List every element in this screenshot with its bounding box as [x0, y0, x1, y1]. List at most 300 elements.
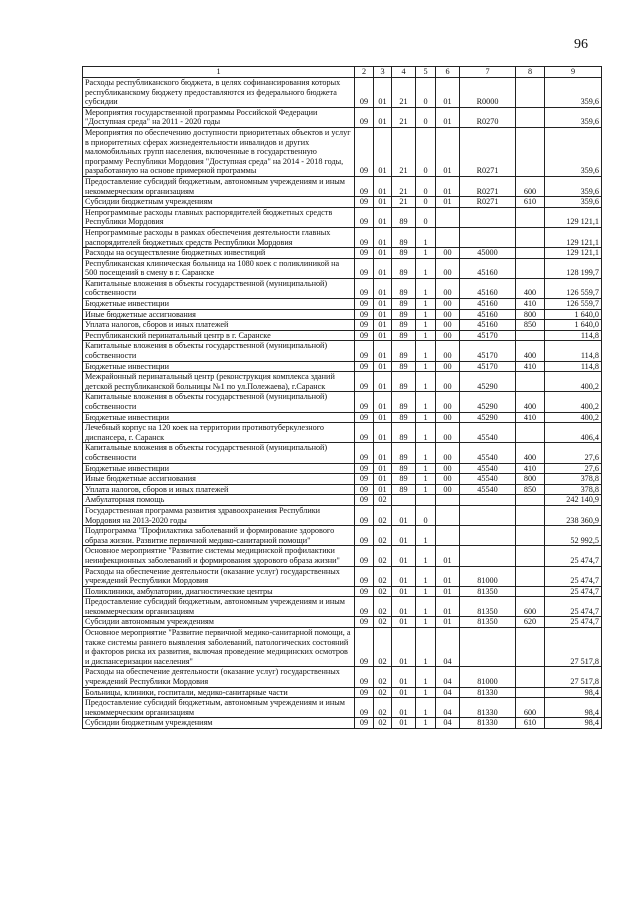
- row-code: 01: [374, 412, 392, 423]
- row-code: 81330: [460, 698, 516, 718]
- row-code: 00: [436, 372, 460, 392]
- row-description: Основное мероприятие "Развитие системы медицинской профилактики неинфекционных заболеваний и формирования здорового образа жизни": [83, 546, 355, 566]
- row-code: 400: [516, 341, 545, 361]
- row-code: 800: [516, 474, 545, 485]
- row-code: 00: [436, 330, 460, 341]
- row-code: 02: [374, 667, 392, 687]
- row-description: Расходы на осуществление бюджетных инвестиций: [83, 248, 355, 259]
- row-code: 02: [374, 586, 392, 597]
- row-description: Уплата налогов, сборов и иных платежей: [83, 484, 355, 495]
- row-amount: 114,8: [545, 330, 602, 341]
- row-code: 1: [416, 258, 436, 278]
- row-code: 01: [374, 78, 392, 108]
- row-code: 01: [374, 341, 392, 361]
- row-code: 09: [355, 463, 374, 474]
- row-code: 01: [436, 78, 460, 108]
- row-description: Подпрограмма "Профилактика заболеваний и формирование здорового образа жизни. Развитие первичной медико-санитарной помощи": [83, 526, 355, 546]
- row-code: 1: [416, 372, 436, 392]
- row-code: [516, 258, 545, 278]
- row-code: [516, 207, 545, 227]
- row-code: 01: [374, 443, 392, 463]
- row-code: 1: [416, 227, 436, 247]
- row-code: 01: [436, 197, 460, 208]
- row-amount: 400,2: [545, 392, 602, 412]
- row-code: 89: [392, 299, 416, 310]
- row-code: [516, 628, 545, 667]
- row-code: 850: [516, 320, 545, 331]
- row-code: 01: [436, 127, 460, 176]
- row-code: 01: [392, 617, 416, 628]
- row-code: 01: [374, 227, 392, 247]
- row-code: 01: [374, 309, 392, 320]
- row-code: 09: [355, 423, 374, 443]
- row-code: 01: [392, 526, 416, 546]
- table-row: [83, 443, 602, 463]
- row-code: 1: [416, 474, 436, 485]
- row-code: 00: [436, 443, 460, 463]
- row-code: 45540: [460, 474, 516, 485]
- row-code: 00: [436, 248, 460, 259]
- row-code: 45540: [460, 484, 516, 495]
- page-number: 96: [574, 37, 588, 52]
- row-code: 1: [416, 423, 436, 443]
- row-code: 01: [374, 474, 392, 485]
- header-cell: 2: [355, 67, 374, 78]
- header-cell: 4: [392, 67, 416, 78]
- row-code: 1: [416, 718, 436, 729]
- row-code: 00: [436, 258, 460, 278]
- row-description: Иные бюджетные ассигнования: [83, 309, 355, 320]
- row-amount: 400,2: [545, 372, 602, 392]
- row-code: 01: [392, 597, 416, 617]
- row-code: 01: [392, 586, 416, 597]
- row-code: 89: [392, 423, 416, 443]
- row-description: Капитальные вложения в объекты государственной (муниципальной) собственности: [83, 341, 355, 361]
- row-code: 610: [516, 718, 545, 729]
- row-amount: 25 474,7: [545, 566, 602, 586]
- row-amount: 359,6: [545, 107, 602, 127]
- row-code: 89: [392, 412, 416, 423]
- row-code: [436, 227, 460, 247]
- row-code: [460, 526, 516, 546]
- row-code: 01: [374, 330, 392, 341]
- row-amount: 25 474,7: [545, 586, 602, 597]
- row-amount: 25 474,7: [545, 617, 602, 628]
- row-code: 400: [516, 392, 545, 412]
- row-code: 09: [355, 617, 374, 628]
- table-row: [83, 474, 602, 485]
- row-code: 00: [436, 278, 460, 298]
- row-code: 09: [355, 484, 374, 495]
- row-description: Субсидии бюджетным учреждениям: [83, 197, 355, 208]
- row-description: Бюджетные инвестиции: [83, 463, 355, 474]
- row-code: 1: [416, 278, 436, 298]
- row-description: Больницы, клиники, госпитали, медико-санитарные части: [83, 687, 355, 698]
- row-code: 1: [416, 299, 436, 310]
- row-code: 09: [355, 197, 374, 208]
- row-code: [436, 505, 460, 525]
- row-amount: 129 121,1: [545, 227, 602, 247]
- row-code: 89: [392, 330, 416, 341]
- row-code: 01: [436, 176, 460, 196]
- row-code: 00: [436, 341, 460, 361]
- row-code: 400: [516, 278, 545, 298]
- row-code: [436, 495, 460, 506]
- table-row: [83, 687, 602, 698]
- row-code: 45160: [460, 278, 516, 298]
- row-code: 21: [392, 197, 416, 208]
- row-amount: 400,2: [545, 412, 602, 423]
- table-row: [83, 299, 602, 310]
- row-code: 09: [355, 207, 374, 227]
- row-code: 01: [374, 423, 392, 443]
- row-code: 0: [416, 78, 436, 108]
- row-code: 1: [416, 566, 436, 586]
- row-code: 400: [516, 443, 545, 463]
- row-code: [516, 78, 545, 108]
- row-description: Предоставление субсидий бюджетным, автономным учреждениям и иным некоммерческим организациям: [83, 597, 355, 617]
- row-code: 1: [416, 546, 436, 566]
- row-code: R0271: [460, 127, 516, 176]
- row-code: 1: [416, 320, 436, 331]
- row-amount: 126 559,7: [545, 278, 602, 298]
- row-code: 09: [355, 176, 374, 196]
- row-code: 02: [374, 546, 392, 566]
- row-code: 09: [355, 586, 374, 597]
- row-amount: 128 199,7: [545, 258, 602, 278]
- row-code: 09: [355, 718, 374, 729]
- header-cell: 5: [416, 67, 436, 78]
- row-code: [436, 207, 460, 227]
- row-amount: 52 992,5: [545, 526, 602, 546]
- row-code: 01: [374, 176, 392, 196]
- row-amount: 359,6: [545, 176, 602, 196]
- row-code: 1: [416, 361, 436, 372]
- row-code: 09: [355, 566, 374, 586]
- row-code: 09: [355, 667, 374, 687]
- row-code: 410: [516, 412, 545, 423]
- row-code: 1: [416, 586, 436, 597]
- row-code: 04: [436, 628, 460, 667]
- row-code: 410: [516, 299, 545, 310]
- row-code: 09: [355, 597, 374, 617]
- row-code: 89: [392, 258, 416, 278]
- row-code: 01: [374, 107, 392, 127]
- row-code: [460, 227, 516, 247]
- row-description: Республиканский перинатальный центр в г. Саранске: [83, 330, 355, 341]
- row-code: R0270: [460, 107, 516, 127]
- row-code: 02: [374, 628, 392, 667]
- row-code: 00: [436, 484, 460, 495]
- row-amount: 378,8: [545, 474, 602, 485]
- row-code: 02: [374, 617, 392, 628]
- header-row: [83, 67, 602, 78]
- row-code: 1: [416, 392, 436, 412]
- row-description: Расходы республиканского бюджета, в целях софинансирования которых республиканскому бюджету предоставляются из федерального бюджета субсидии: [83, 78, 355, 108]
- row-description: Мероприятия по обеспечению доступности приоритетных объектов и услуг в приоритетных сферах жизнедеятельности инвалидов и других маломобильных групп населения, включенные в государственную программу Республики Мордовия "Доступная среда" на 2014 - 2018 годы, разработанную на основе примерной программы: [83, 127, 355, 176]
- row-amount: 25 474,7: [545, 546, 602, 566]
- row-code: 01: [392, 546, 416, 566]
- row-code: 02: [374, 526, 392, 546]
- row-code: 02: [374, 597, 392, 617]
- row-code: 1: [416, 484, 436, 495]
- row-code: 09: [355, 320, 374, 331]
- row-code: 45540: [460, 443, 516, 463]
- row-code: 81350: [460, 617, 516, 628]
- row-code: 81350: [460, 586, 516, 597]
- row-code: [516, 526, 545, 546]
- row-amount: 1 640,0: [545, 309, 602, 320]
- row-code: 01: [374, 197, 392, 208]
- header-cell: 8: [516, 67, 545, 78]
- row-description: Иные бюджетные ассигнования: [83, 474, 355, 485]
- table-row: [83, 176, 602, 196]
- table-row: [83, 566, 602, 586]
- table-row: [83, 207, 602, 227]
- table-row: [83, 698, 602, 718]
- row-code: 01: [374, 361, 392, 372]
- row-code: 1: [416, 341, 436, 361]
- row-code: 01: [374, 258, 392, 278]
- table-row: [83, 127, 602, 176]
- row-code: 89: [392, 278, 416, 298]
- row-code: [516, 546, 545, 566]
- row-code: 81000: [460, 667, 516, 687]
- row-code: [460, 628, 516, 667]
- row-code: 09: [355, 392, 374, 412]
- row-amount: 359,6: [545, 197, 602, 208]
- row-code: 01: [374, 484, 392, 495]
- row-code: [460, 505, 516, 525]
- table-row: [83, 330, 602, 341]
- row-code: R0271: [460, 197, 516, 208]
- table-row: [83, 248, 602, 259]
- row-code: 01: [374, 127, 392, 176]
- table-row: [83, 586, 602, 597]
- row-code: 89: [392, 392, 416, 412]
- row-description: Амбулаторная помощь: [83, 495, 355, 506]
- row-code: 45290: [460, 372, 516, 392]
- table-row: [83, 320, 602, 331]
- row-description: Непрограммные расходы в рамках обеспечения деятельности главных распорядителей бюджетных средств Республики Мордовия: [83, 227, 355, 247]
- row-code: 01: [436, 586, 460, 597]
- row-code: 02: [374, 698, 392, 718]
- row-code: 610: [516, 197, 545, 208]
- row-code: 81330: [460, 718, 516, 729]
- row-code: 01: [374, 278, 392, 298]
- row-code: 1: [416, 309, 436, 320]
- row-code: 89: [392, 361, 416, 372]
- header-cell: 9: [545, 67, 602, 78]
- header-cell: 3: [374, 67, 392, 78]
- row-amount: 129 121,1: [545, 207, 602, 227]
- row-code: 09: [355, 78, 374, 108]
- row-code: 09: [355, 443, 374, 463]
- row-code: 45290: [460, 392, 516, 412]
- row-code: [516, 330, 545, 341]
- row-code: 21: [392, 107, 416, 127]
- row-code: [460, 546, 516, 566]
- row-code: 1: [416, 698, 436, 718]
- row-description: Капитальные вложения в объекты государственной (муниципальной) собственности: [83, 278, 355, 298]
- row-code: 00: [436, 474, 460, 485]
- row-description: Межрайонный перинатальный центр (реконструкция комплекса зданий детской республиканской больницы №1 по ул.Полежаева), г.Саранск: [83, 372, 355, 392]
- table-row: [83, 309, 602, 320]
- table-row: [83, 227, 602, 247]
- header-cell: 7: [460, 67, 516, 78]
- row-description: Бюджетные инвестиции: [83, 361, 355, 372]
- row-amount: 114,8: [545, 361, 602, 372]
- row-description: Субсидии бюджетным учреждениям: [83, 718, 355, 729]
- row-code: [416, 495, 436, 506]
- row-code: 01: [374, 207, 392, 227]
- table-row: [83, 495, 602, 506]
- table-row: [83, 341, 602, 361]
- row-code: 45160: [460, 258, 516, 278]
- row-code: 45540: [460, 463, 516, 474]
- row-code: 0: [416, 207, 436, 227]
- row-code: 01: [436, 546, 460, 566]
- row-code: 01: [392, 628, 416, 667]
- row-code: 0: [416, 197, 436, 208]
- row-code: [516, 495, 545, 506]
- table-row: [83, 526, 602, 546]
- row-amount: 1 640,0: [545, 320, 602, 331]
- row-code: 89: [392, 484, 416, 495]
- row-description: Уплата налогов, сборов и иных платежей: [83, 320, 355, 331]
- row-code: 410: [516, 463, 545, 474]
- row-code: 1: [416, 526, 436, 546]
- row-amount: 129 121,1: [545, 248, 602, 259]
- row-code: 01: [374, 463, 392, 474]
- row-code: 81350: [460, 597, 516, 617]
- row-code: 02: [374, 687, 392, 698]
- row-code: 800: [516, 309, 545, 320]
- row-code: 89: [392, 207, 416, 227]
- row-code: 04: [436, 687, 460, 698]
- table-row: [83, 107, 602, 127]
- row-code: 09: [355, 309, 374, 320]
- row-code: 01: [392, 667, 416, 687]
- row-code: 00: [436, 320, 460, 331]
- row-code: 01: [392, 566, 416, 586]
- row-amount: 126 559,7: [545, 299, 602, 310]
- row-code: 09: [355, 127, 374, 176]
- budget-table: [82, 66, 602, 729]
- row-code: 620: [516, 617, 545, 628]
- row-description: Бюджетные инвестиции: [83, 412, 355, 423]
- row-code: 1: [416, 687, 436, 698]
- row-code: 09: [355, 412, 374, 423]
- row-description: Предоставление субсидий бюджетным, автономным учреждениям и иным некоммерческим организациям: [83, 176, 355, 196]
- row-code: 45170: [460, 330, 516, 341]
- table-row: [83, 505, 602, 525]
- row-amount: 378,8: [545, 484, 602, 495]
- row-code: 850: [516, 484, 545, 495]
- row-code: 0: [416, 127, 436, 176]
- row-code: [516, 667, 545, 687]
- row-code: 01: [436, 107, 460, 127]
- row-code: 09: [355, 546, 374, 566]
- row-code: 00: [436, 463, 460, 474]
- row-code: 89: [392, 248, 416, 259]
- row-code: 0: [416, 505, 436, 525]
- row-code: 0: [416, 107, 436, 127]
- row-code: 45160: [460, 309, 516, 320]
- row-amount: 98,4: [545, 687, 602, 698]
- row-description: Республиканская клиническая больница на 1080 коек с поликлиникой на 500 посещений в смену в г. Саранске: [83, 258, 355, 278]
- row-code: 600: [516, 698, 545, 718]
- row-code: 01: [374, 372, 392, 392]
- table-row: [83, 78, 602, 108]
- row-code: 21: [392, 127, 416, 176]
- row-code: [516, 372, 545, 392]
- row-description: Основное мероприятие "Развитие первичной медико-санитарной помощи, а также системы раннего выявления заболеваний, патологических состояний и факторов риска их развития, включая проведение медицинских осмотров и диспансеризации населения": [83, 628, 355, 667]
- row-description: Мероприятия государственной программы Российской Федерации "Доступная среда" на 2011 - 2020 годы: [83, 107, 355, 127]
- row-code: 09: [355, 248, 374, 259]
- row-description: Непрограммные расходы главных распорядителей бюджетных средств Республики Мордовия: [83, 207, 355, 227]
- table-row: [83, 412, 602, 423]
- row-code: 410: [516, 361, 545, 372]
- row-amount: 27 517,8: [545, 667, 602, 687]
- row-code: 02: [374, 505, 392, 525]
- row-code: 00: [436, 412, 460, 423]
- row-code: 09: [355, 330, 374, 341]
- row-description: Поликлиники, амбулатории, диагностические центры: [83, 586, 355, 597]
- row-code: 00: [436, 309, 460, 320]
- table-row: [83, 463, 602, 474]
- row-code: 09: [355, 474, 374, 485]
- row-code: 45160: [460, 299, 516, 310]
- table-row: [83, 546, 602, 566]
- row-code: [516, 566, 545, 586]
- row-code: 89: [392, 309, 416, 320]
- row-code: 81330: [460, 687, 516, 698]
- table-row: [83, 258, 602, 278]
- row-code: 45000: [460, 248, 516, 259]
- row-code: 45170: [460, 341, 516, 361]
- row-code: 00: [436, 423, 460, 443]
- row-code: [516, 586, 545, 597]
- row-amount: 27,6: [545, 463, 602, 474]
- row-code: 45170: [460, 361, 516, 372]
- row-code: 02: [374, 566, 392, 586]
- row-code: 01: [436, 597, 460, 617]
- table-row: [83, 667, 602, 687]
- row-code: 00: [436, 299, 460, 310]
- row-amount: 27 517,8: [545, 628, 602, 667]
- row-code: 89: [392, 372, 416, 392]
- row-code: 89: [392, 474, 416, 485]
- row-code: R0000: [460, 78, 516, 108]
- table-row: [83, 372, 602, 392]
- row-amount: 27,6: [545, 443, 602, 463]
- row-code: 01: [436, 566, 460, 586]
- table-row: [83, 628, 602, 667]
- row-code: 1: [416, 667, 436, 687]
- row-amount: 242 140,9: [545, 495, 602, 506]
- row-code: 09: [355, 107, 374, 127]
- row-code: 1: [416, 463, 436, 474]
- row-code: 01: [374, 320, 392, 331]
- row-code: 02: [374, 718, 392, 729]
- row-description: Субсидии автономным учреждениям: [83, 617, 355, 628]
- row-code: 45540: [460, 423, 516, 443]
- row-code: 00: [436, 392, 460, 412]
- row-amount: 114,8: [545, 341, 602, 361]
- row-code: [516, 687, 545, 698]
- row-code: 01: [436, 617, 460, 628]
